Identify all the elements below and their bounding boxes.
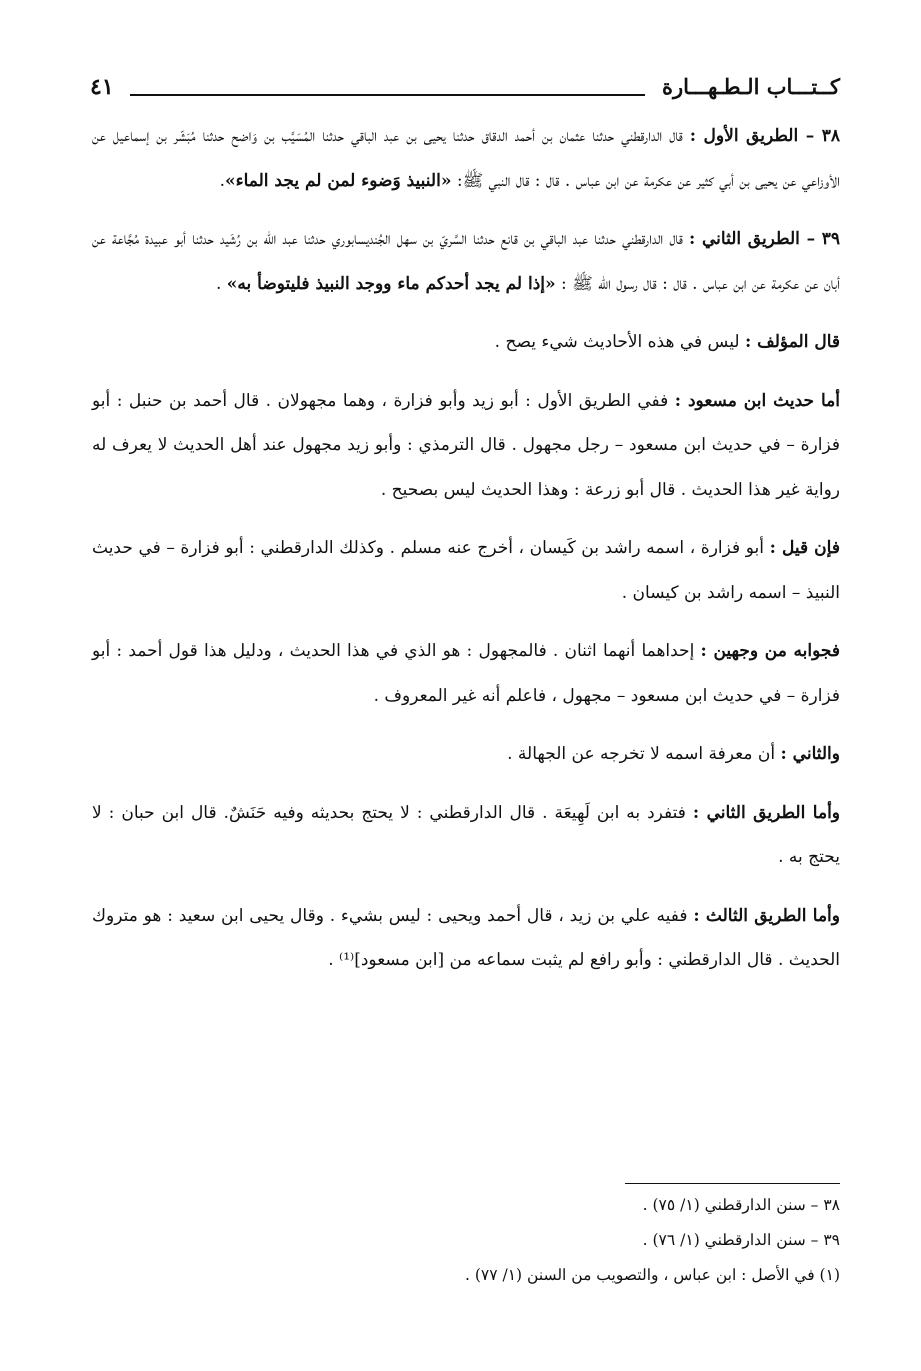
paragraph-tail: . bbox=[219, 170, 225, 191]
paragraph-text: قال الدارقطني حدثنا عبد الباقي بن قانع حدثنا السَّريّ بن سهل الجُنديسابوري حدثنا عبد الله بن رُشَيد حدثنا أبو عبيدة مُجَّاعة عن أبان عن عكرمة عن ابن عباس . قال : قال رسول الله ﷺ : bbox=[92, 229, 840, 294]
footnotes bbox=[92, 1188, 840, 1293]
paragraph-lead: والثاني : bbox=[780, 744, 840, 764]
paragraph-ibn-masud bbox=[92, 379, 840, 513]
hadith-quote: «إذا لم يجد أحدكم ماء ووجد النبيذ فليتوضأ به» bbox=[226, 273, 556, 294]
hadith-quote: «النبيذ وَضوء لمن لم يجد الماء» bbox=[224, 170, 452, 191]
footnote-marker: ⁽¹⁾ . bbox=[328, 950, 355, 970]
footnote-1: (١) في الأصل : ابن عباس ، والتصويب من السنن (١/ ٧٧) . bbox=[465, 1266, 840, 1284]
paragraph-text: ففيه علي بن زيد ، قال أحمد ويحيى : ليس بشيء . وقال يحيى ابن سعيد : هو متروك الحديث . قال الدارقطني : وأبو رافع لم يثبت سماعه من [ابن مسعود] bbox=[92, 905, 840, 970]
paragraph-third-route bbox=[92, 894, 840, 983]
paragraph-objection bbox=[92, 526, 840, 615]
paragraph-lead: فجوابه من وجهين : bbox=[700, 641, 840, 661]
footnote-39: ٣٩ – سنن الدارقطني (١/ ٧٦) . bbox=[642, 1231, 840, 1249]
page-header bbox=[90, 74, 840, 108]
paragraph-author bbox=[92, 320, 840, 365]
paragraph-text: أبو فزارة ، اسمه راشد بن كَيسان ، أخرج عنه مسلم . وكذلك الدارقطني : أبو فزارة – في حديث النبيذ – اسمه راشد بن كيسان . bbox=[92, 538, 840, 603]
header-rule bbox=[130, 94, 645, 96]
running-title: كــتـــاب الـطـهـــارة bbox=[661, 74, 840, 99]
paragraph-text: ففي الطريق الأول : أبو زيد وأبو فزارة ، وهما مجهولان . قال أحمد بن حنبل : أبو فزارة – في حديث ابن مسعود – رجل مجهول . قال الترمذي : وأبو زيد مجهول عند أهل الحديث لا يعرف له رواية غير هذا الحديث . قال أبو زرعة : وهذا الحديث ليس بصحيح . bbox=[92, 390, 840, 500]
page-number: ٤١ bbox=[90, 74, 114, 100]
paragraph-tail: . bbox=[215, 273, 227, 294]
paragraph-text: ليس في هذه الأحاديث شيء يصح . bbox=[494, 332, 745, 352]
footnote-separator bbox=[625, 1183, 840, 1184]
paragraph-text: إحداهما أنهما اثنان . فالمجهول : هو الذي في هذا الحديث ، ودليل هذا قول أحمد : أبو فزارة – في حديث ابن مسعود – مجهول ، فاعلم أنه غير المعروف . bbox=[92, 641, 840, 706]
paragraph-answer bbox=[92, 629, 840, 718]
body-text bbox=[92, 114, 840, 997]
paragraph-lead: ٣٨ – الطريق الأول : bbox=[689, 126, 840, 146]
paragraph-lead: وأما الطريق الثاني : bbox=[692, 802, 841, 823]
paragraph-lead: وأما الطريق الثالث : bbox=[693, 905, 840, 926]
paragraph-lead: قال المؤلف : bbox=[744, 332, 840, 352]
footnote-38: ٣٨ – سنن الدارقطني (١/ ٧٥) . bbox=[642, 1196, 840, 1214]
paragraph-lead: فإن قيل : bbox=[769, 538, 840, 558]
paragraph-39 bbox=[92, 217, 840, 306]
paragraph-text: أن معرفة اسمه لا تخرجه عن الجهالة . bbox=[507, 744, 781, 764]
paragraph-lead: ٣٩ – الطريق الثاني : bbox=[689, 229, 841, 249]
paragraph-second-route bbox=[92, 791, 840, 880]
paragraph-text: قال الدارقطني حدثنا عثمان بن أحمد الدقاق حدثنا يحيى بن عبد الباقي حدثنا المُسَيَّب بن وَاضح حدثنا مُبَشّر بن إسماعيل عن الأوزاعي عن يحيى بن أبي كثير عن عكرمة عن ابن عباس . قال : قال النبي ﷺ: bbox=[92, 126, 840, 191]
paragraph-text: فتفرد به ابن لَهِيعَة . قال الدارقطني : لا يحتج بحديثه وفيه حَنَشٌ. قال ابن حبان : لا يحتج به . bbox=[92, 802, 840, 867]
paragraph-second-answer bbox=[92, 732, 840, 777]
paragraph-38 bbox=[92, 114, 840, 203]
paragraph-lead: أما حديث ابن مسعود : bbox=[674, 390, 840, 411]
